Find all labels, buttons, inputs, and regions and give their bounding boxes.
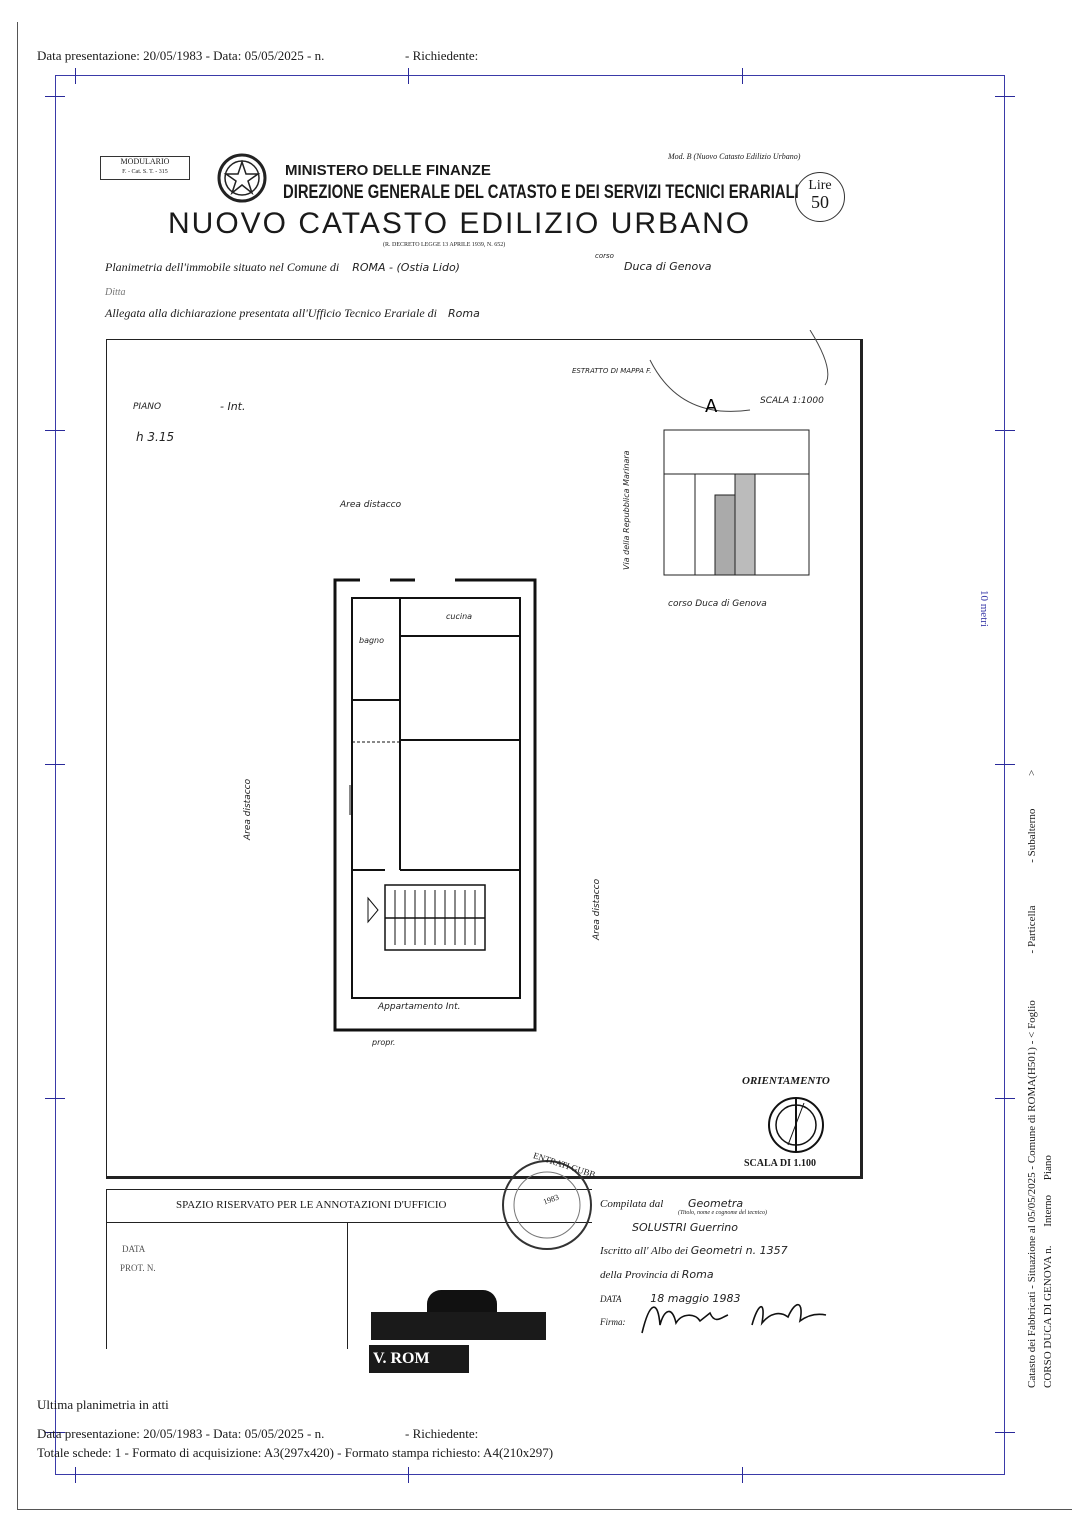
provincia-value: Roma (681, 1268, 714, 1281)
map-extract (640, 330, 865, 590)
firma-label: Firma: (600, 1317, 626, 1327)
measure-bar (1004, 430, 1005, 764)
frame-tick (408, 1467, 409, 1483)
frame-tick (408, 68, 409, 84)
stamp-text: ENTRATI GUBB (532, 1150, 597, 1180)
side-line-2 (1042, 1155, 1054, 1388)
estratto-label: ESTRATTO DI MAPPA F. (572, 367, 652, 375)
measure-label: 10 metri (978, 590, 990, 627)
footer-ultima: Ultima planimetria in atti (37, 1397, 169, 1412)
appartamento-label: Appartamento Int. (378, 1002, 461, 1012)
sign-data-label: DATA (600, 1294, 622, 1304)
iscritto-label: Iscritto all' Albo dei (600, 1245, 689, 1257)
lire-label: Lire (808, 178, 832, 193)
frame-tick (742, 1467, 743, 1483)
area-distacco-left: Area distacco (243, 778, 253, 840)
frame-tick (75, 1467, 76, 1483)
black-stamp (367, 1290, 549, 1380)
ufficio-value: Roma (447, 307, 480, 320)
street-corso: corso Duca di Genova (668, 599, 767, 609)
frame-tick (995, 1098, 1015, 1099)
annotazioni-divider (347, 1222, 348, 1349)
top-header-right: - Richiedente: (405, 48, 479, 63)
room-cucina: cucina (446, 612, 473, 621)
side-line-2b: Interno (1042, 1194, 1054, 1227)
tecnico-name: SOLUSTRI Guerrino (632, 1221, 738, 1234)
lire-stamp (795, 172, 845, 222)
compilata-note: (Titolo, nome e cognome del tecnico) (678, 1210, 767, 1216)
frame-tick (995, 764, 1015, 765)
ministry-title: MINISTERO DELLE FINANZE (285, 162, 491, 179)
allegata-text: Allegata alla dichiarazione presentata all'Ufficio Tecnico Erariale di (105, 306, 437, 320)
side-line-1 (1026, 770, 1038, 1388)
provincia-label: della Provincia di (600, 1269, 680, 1281)
page-title: NUOVO CATASTO EDILIZIO URBANO (168, 207, 752, 240)
via-name: Duca di Genova (624, 260, 712, 273)
ditta-label: Ditta (105, 287, 126, 298)
office-prot-label: PROT. N. (120, 1263, 156, 1273)
side-line-1d: > (1026, 769, 1038, 776)
emblem-icon (216, 152, 268, 204)
side-line-1c: - Subalterno (1026, 808, 1038, 863)
scala-mappa: SCALA 1:1000 (760, 396, 824, 406)
provincia-row (600, 1263, 870, 1287)
orientamento-label: ORIENTAMENTO (742, 1075, 830, 1087)
frame-tick (45, 96, 65, 97)
black-stamp-band (371, 1312, 546, 1340)
annotazioni-title: SPAZIO RISERVATO PER LE ANNOTAZIONI D'UFFICIO (176, 1199, 447, 1211)
decree-label: (R. DECRETO LEGGE 13 APRILE 1939, N. 652) (383, 242, 506, 248)
via-corso: corso (595, 252, 614, 260)
altezza-label: h 3.15 (136, 430, 175, 444)
frame-tick (995, 96, 1015, 97)
scala-label: SCALA DI 1.100 (744, 1158, 816, 1169)
page-bottom-border (17, 1509, 1072, 1510)
room-bagno: bagno (359, 636, 385, 645)
propr-label: propr. (372, 1038, 396, 1047)
frame-tick (75, 68, 76, 84)
modulario-box (100, 156, 190, 180)
allegata-line (105, 306, 480, 321)
iscritto-row (600, 1239, 870, 1263)
lire-value: 50 (811, 192, 829, 212)
side-line-1b: - Particella (1026, 905, 1038, 954)
direction-title: DIREZIONE GENERALE DEL CATASTO E DEI SERVIZI TECNICI ERARIALI (283, 182, 799, 203)
frame-tick (995, 430, 1015, 431)
planimetria-prefix: Planimetria dell'immobile situato nel Comune di (105, 260, 340, 274)
floor-plan (320, 570, 560, 1050)
side-line-2a: CORSO DUCA DI GENOVA n. (1042, 1245, 1054, 1388)
footer-line2: Totale schede: 1 - Formato di acquisizione: A3(297x420) - Formato stampa richiesto: A4(210x297) (37, 1445, 554, 1460)
top-header-left: Data presentazione: 20/05/1983 - Data: 05/05/2025 - n. (37, 48, 325, 63)
modulario-code: F. - Cat. S. T. - 315 (122, 169, 168, 175)
iscritto-value: Geometri n. 1357 (690, 1244, 788, 1257)
modulario-label: MODULARIO (120, 157, 170, 166)
compass-icon (766, 1095, 826, 1155)
office-data-label: DATA (122, 1244, 146, 1254)
page-left-border (17, 22, 18, 1510)
black-stamp-text: V. ROM (373, 1350, 430, 1367)
frame-tick (995, 1432, 1015, 1433)
compilata-label: Compilata dal (600, 1198, 664, 1210)
piano-label: PIANO (133, 402, 162, 412)
frame-tick (742, 68, 743, 84)
sign-data-value: 18 maggio 1983 (650, 1292, 741, 1305)
footer-line1-left: Data presentazione: 20/05/1983 - Data: 05/05/2025 - n. (37, 1426, 325, 1441)
piano-value: - Int. (220, 400, 246, 413)
handwritten-signature (640, 1295, 830, 1340)
planimetria-line (105, 260, 460, 275)
frame-tick (45, 430, 65, 431)
comune-value: ROMA - (Ostia Lido) (352, 261, 460, 274)
street-vertical: Via della Repubblica Marinara (622, 450, 631, 570)
mod-b-label: Mod. B (Nuovo Catasto Edilizio Urbano) (668, 152, 801, 161)
area-distacco-right: Area distacco (592, 878, 602, 940)
side-line-1a: Catasto dei Fabbricati - Situazione al 05/05/2025 - Comune di ROMA(H501) - < Foglio (1026, 1000, 1038, 1388)
side-line-2c: Piano (1042, 1155, 1054, 1181)
compilata-value: Geometra (688, 1197, 744, 1210)
north-arrow-mark: A (705, 396, 718, 417)
frame-tick (45, 764, 65, 765)
footer-line1-right: - Richiedente: (405, 1426, 479, 1441)
stamp-year: 1983 (541, 1192, 561, 1207)
area-distacco-top: Area distacco (340, 500, 402, 510)
frame-tick (45, 1098, 65, 1099)
